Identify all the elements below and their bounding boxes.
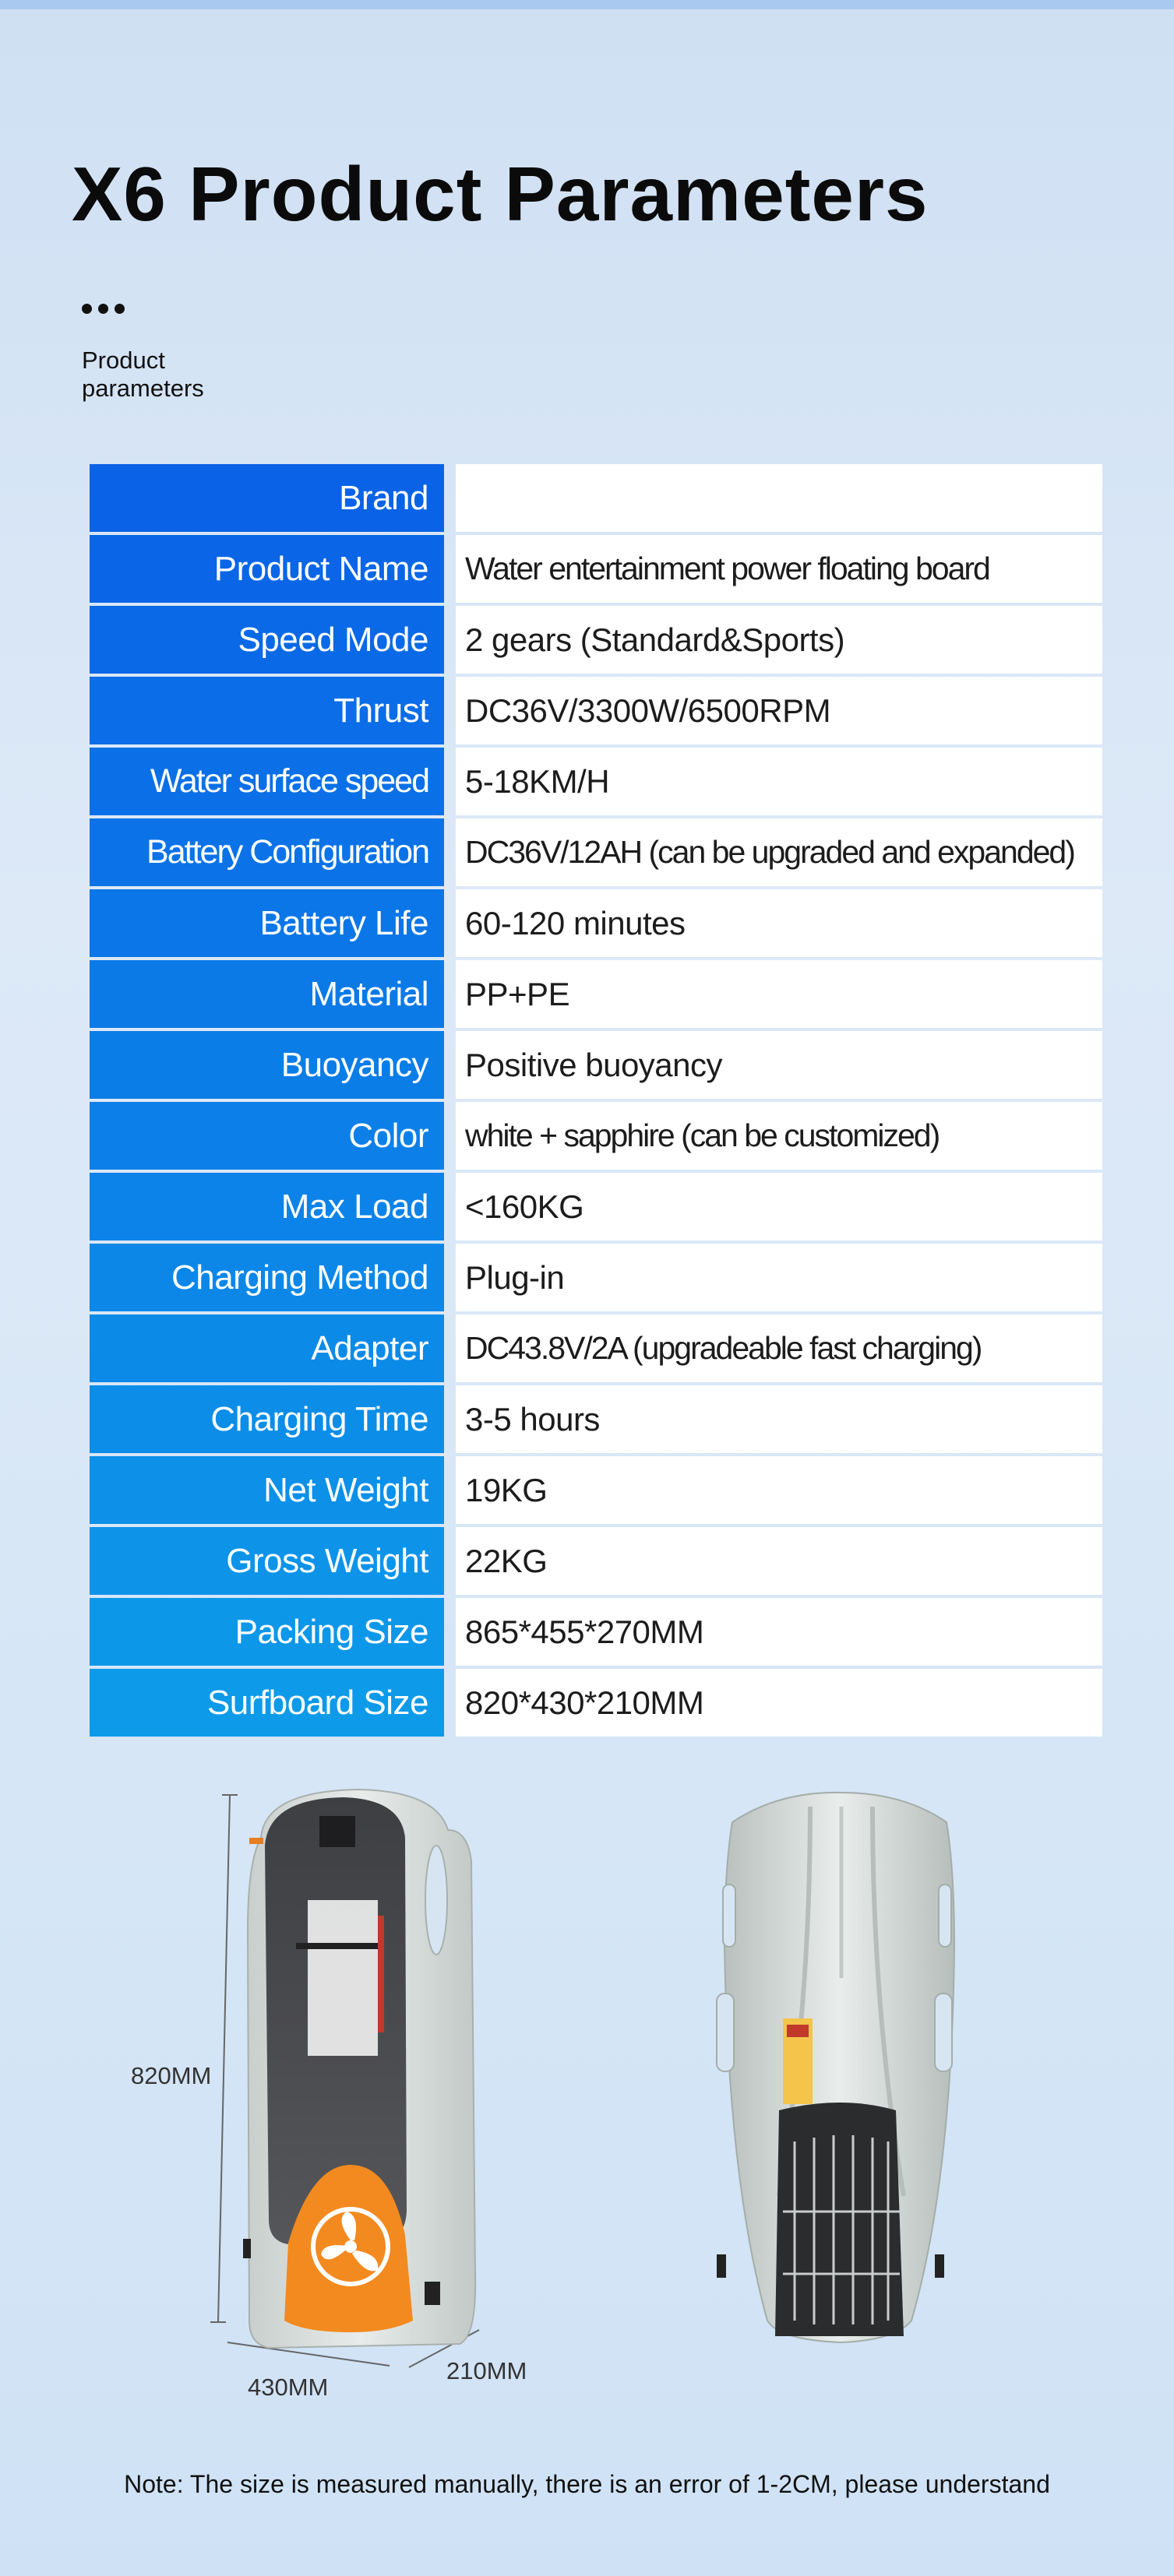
param-value <box>456 464 1102 532</box>
param-label: Product Name <box>90 535 444 603</box>
param-row <box>90 889 1102 960</box>
param-row <box>90 748 1102 818</box>
top-accent-strip <box>0 0 1174 9</box>
param-value: <160KG <box>456 1173 1102 1240</box>
param-value: DC36V/12AH (can be upgraded and expanded) <box>456 818 1102 886</box>
param-value: 5-18KM/H <box>456 748 1102 815</box>
ellipsis-icon <box>82 304 125 314</box>
height-dimension-line <box>218 1795 230 2322</box>
width-dimension-label: 430MM <box>248 2374 329 2401</box>
height-dimension-label: 820MM <box>131 2062 212 2089</box>
parameters-table <box>90 464 1102 1740</box>
param-value: 60-120 minutes <box>456 889 1102 957</box>
param-row <box>90 1669 1102 1740</box>
param-row <box>90 1598 1102 1669</box>
param-value: Positive buoyancy <box>456 1031 1102 1099</box>
param-row <box>90 1314 1102 1385</box>
param-row <box>90 1385 1102 1456</box>
param-row <box>90 1031 1102 1102</box>
param-label: Water surface speed <box>90 748 444 815</box>
param-label: Buoyancy <box>90 1031 444 1099</box>
param-label: Packing Size <box>90 1598 444 1666</box>
param-label: Battery Life <box>90 889 444 957</box>
param-row <box>90 1102 1102 1173</box>
param-value: white + sapphire (can be customized) <box>456 1102 1102 1170</box>
param-label: Charging Time <box>90 1385 444 1453</box>
param-label: Speed Mode <box>90 606 444 674</box>
param-label: Thrust <box>90 677 444 744</box>
param-row <box>90 535 1102 606</box>
param-value: 820*430*210MM <box>456 1669 1102 1737</box>
param-value: 2 gears (Standard&Sports) <box>456 606 1102 674</box>
product-images <box>0 1775 1174 2401</box>
param-value: 3-5 hours <box>456 1385 1102 1453</box>
param-row <box>90 1244 1102 1314</box>
param-value: Water entertainment power floating board <box>456 535 1102 603</box>
param-label: Battery Configuration <box>90 818 444 886</box>
param-value: DC43.8V/2A (upgradeable fast charging) <box>456 1314 1102 1382</box>
page-title: X6 Product Parameters <box>72 151 929 237</box>
param-row <box>90 1456 1102 1527</box>
size-note: Note: The size is measured manually, there is an error of 1-2CM, please understand <box>124 2470 1050 2498</box>
param-label: Gross Weight <box>90 1527 444 1595</box>
param-row <box>90 1527 1102 1598</box>
param-label: Brand <box>90 464 444 532</box>
param-row <box>90 818 1102 889</box>
param-label: Material <box>90 960 444 1028</box>
param-label: Max Load <box>90 1173 444 1240</box>
param-row <box>90 464 1102 535</box>
param-row <box>90 606 1102 677</box>
param-label: Adapter <box>90 1314 444 1382</box>
depth-dimension-label: 210MM <box>446 2357 527 2384</box>
param-value: 22KG <box>456 1527 1102 1595</box>
param-value: Plug-in <box>456 1244 1102 1311</box>
param-row <box>90 960 1102 1031</box>
param-label: Color <box>90 1102 444 1170</box>
param-label: Net Weight <box>90 1456 444 1524</box>
param-value: 865*455*270MM <box>456 1598 1102 1666</box>
param-row <box>90 677 1102 748</box>
param-label: Charging Method <box>90 1244 444 1311</box>
param-value: PP+PE <box>456 960 1102 1028</box>
param-value: DC36V/3300W/6500RPM <box>456 677 1102 744</box>
param-label: Surfboard Size <box>90 1669 444 1737</box>
page-subtitle: Product parameters <box>82 347 204 402</box>
param-value: 19KG <box>456 1456 1102 1524</box>
param-row <box>90 1173 1102 1244</box>
